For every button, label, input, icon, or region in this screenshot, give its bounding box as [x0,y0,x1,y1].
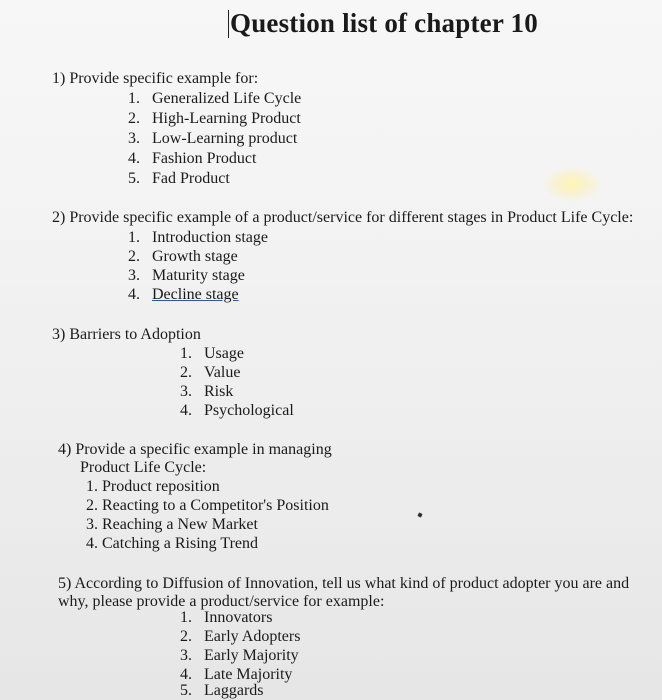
q4-item-1: 1. Product reposition [86,478,220,495]
q5-item-3-text: Early Majority [204,647,299,664]
q2-item-2 [128,247,238,266]
q3-item-2 [180,363,240,382]
q2-item-4-num: 4. [128,286,140,303]
q3-item-4-num: 4. [180,402,192,419]
stray-mark [417,512,422,517]
q2-item-1-text: Introduction stage [152,229,268,246]
q1-item-4-text: Fashion Product [152,150,257,167]
q5-item-2 [180,627,300,646]
text-cursor [228,10,229,38]
q1-heading: 1) Provide specific example for: [52,70,259,87]
q5-heading-line2: why, please provide a product/service for example: [58,593,385,610]
q5-heading-line1: 5) According to Diffusion of Innovation, tell us what kind of product adopter you are and [58,575,630,592]
q1-item-3 [128,129,297,148]
q1-item-5 [128,169,230,188]
q5-item-5 [180,681,264,700]
q2-item-4-text: Decline stage [152,286,239,303]
q3-item-2-num: 2. [180,364,192,381]
q5-item-2-text: Early Adopters [204,628,301,645]
q1-item-4-num: 4. [128,150,140,167]
q1-item-1 [128,89,301,108]
q3-item-4-text: Psychological [204,402,294,419]
q2-item-3 [128,266,245,285]
q5-item-2-num: 2. [180,628,192,645]
q2-item-2-text: Growth stage [152,248,238,265]
page-title: Question list of chapter 10 [230,8,538,38]
q5-item-1-num: 1. [180,609,192,626]
q1-item-4 [128,149,256,168]
q3-item-3-text: Risk [204,383,234,400]
q5-item-5-num: 5. [180,682,192,699]
q2-item-4 [128,285,239,304]
q3-heading: 3) Barriers to Adoption [52,326,201,343]
q1-item-1-text: Generalized Life Cycle [152,90,302,107]
q2-item-1 [128,228,268,247]
q5-item-4-num: 4. [180,666,192,683]
q4-heading-line2: Product Life Cycle: [80,459,207,476]
q2-item-2-num: 2. [128,248,140,265]
q4-item-2: 2. Reacting to a Competitor's Position [86,497,329,514]
q5-item-3-num: 3. [180,647,192,664]
q2-item-3-text: Maturity stage [152,267,245,284]
q3-item-1-num: 1. [180,345,192,362]
q1-item-2 [128,109,301,128]
q3-item-4 [180,401,294,420]
q3-item-3 [180,382,233,401]
q4-item-3: 3. Reaching a New Market [86,516,258,533]
q5-item-5-text: Laggards [204,682,264,699]
q2-heading: 2) Provide specific example of a product/service for different stages in Product Life Cycle: [52,209,634,226]
q3-item-3-num: 3. [180,383,192,400]
q1-item-5-text: Fad Product [152,170,230,187]
q5-item-1-text: Innovators [204,609,273,626]
q4-heading-line1: 4) Provide a specific example in managing [58,441,332,458]
q5-item-3 [180,646,299,665]
q1-item-1-num: 1. [128,90,140,107]
q3-item-2-text: Value [204,364,241,381]
q3-item-1-text: Usage [204,345,244,362]
q1-item-3-num: 3. [128,130,140,147]
q5-item-4-text: Late Majority [204,666,293,683]
q1-item-2-text: High-Learning Product [152,110,301,127]
q1-item-3-text: Low-Learning product [152,130,298,147]
q1-item-5-num: 5. [128,170,140,187]
q2-item-3-num: 3. [128,267,140,284]
q1-item-2-num: 2. [128,110,140,127]
q2-item-1-num: 1. [128,229,140,246]
q4-item-4: 4. Catching a Rising Trend [86,535,259,552]
q5-item-1 [180,608,272,627]
q3-item-1 [180,344,244,363]
